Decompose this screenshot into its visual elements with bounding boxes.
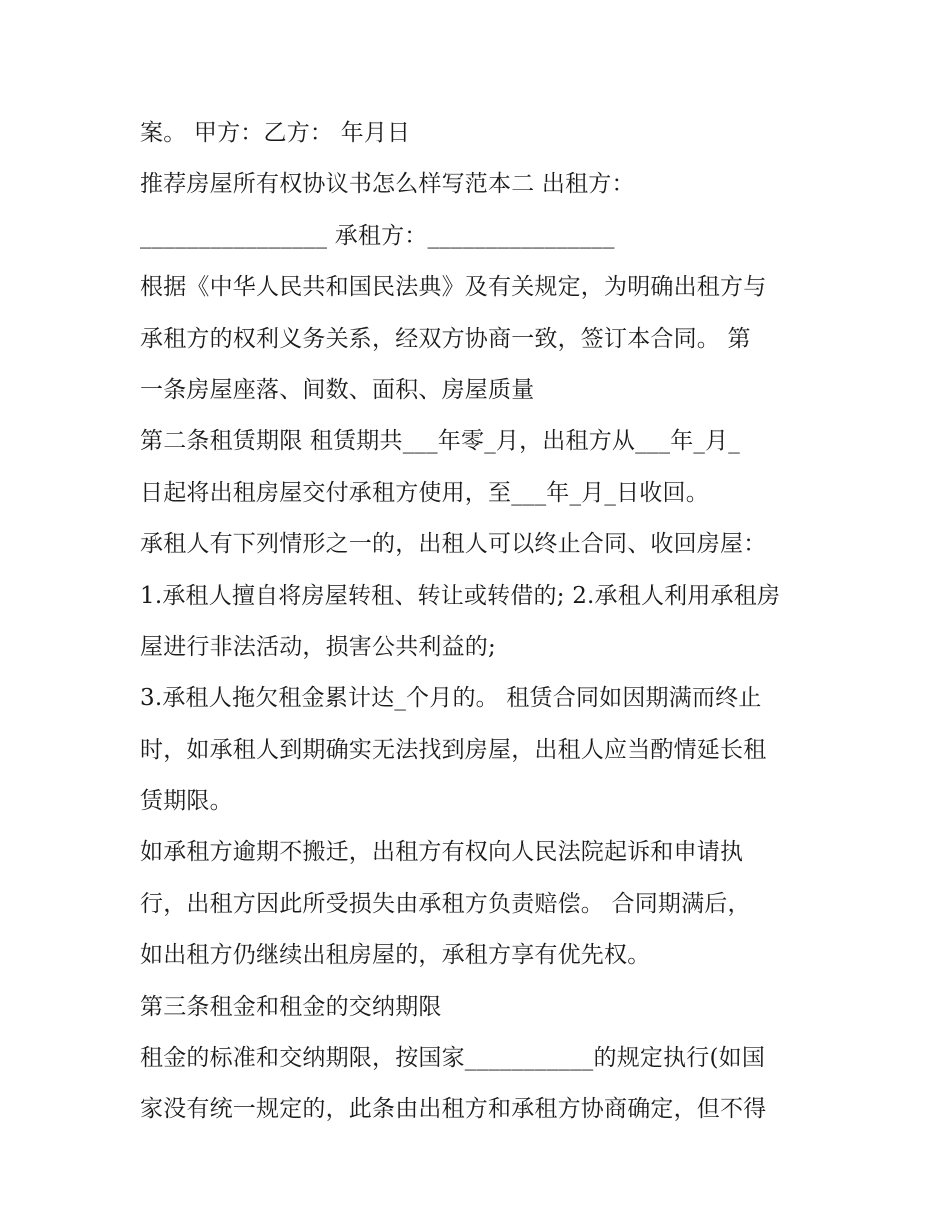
text-line: 租金的标准和交纳期限，按国家___________的规定执行(如国 — [140, 1045, 766, 1072]
text-line: 案。 甲方：乙方： 年月日 — [140, 120, 411, 146]
text-line: 行，出租方因此所受损失由承租方负责赔偿。 合同期满后， — [140, 890, 751, 917]
text-line: 赁期限。 — [140, 788, 233, 815]
text-line: ________________ 承租方：________________ — [140, 222, 615, 249]
text-line: 屋进行非法活动，损害公共利益的; — [140, 633, 496, 660]
text-line: 如承租方逾期不搬迁，出租方有权向人民法院起诉和申请执 — [140, 839, 744, 866]
text-line: 承租人有下列情形之一的，出租人可以终止合同、收回房屋： — [140, 531, 767, 558]
text-line: 第三条租金和租金的交纳期限 — [140, 993, 442, 1020]
text-line: 推荐房屋所有权协议书怎么样写范本二 出租方： — [140, 171, 635, 198]
text-line: 家没有统一规定的，此条由出租方和承租方协商确定，但不得 — [140, 1096, 767, 1123]
text-line: 时，如承租人到期确实无法找到房屋，出租人应当酌情延长租 — [140, 736, 767, 763]
text-line: 如出租方仍继续出租房屋的，承租方享有优先权。 — [140, 942, 651, 969]
text-line: 3.承租人拖欠租金累计达_个月的。 租赁合同如因期满而终止 — [140, 685, 762, 712]
text-line: 根据《中华人民共和国民法典》及有关规定，为明确出租方与 — [140, 274, 767, 301]
text-line: 1.承租人擅自将房屋转租、转让或转借的; 2.承租人利用承租房 — [140, 582, 781, 609]
text-line: 一条房屋座落、间数、面积、房屋质量 — [140, 376, 535, 403]
text-line: 第二条租赁期限 租赁期共___年零_月，出租方从___年_月_ — [140, 428, 741, 455]
text-line: 日起将出租房屋交付承租方使用，至___年_月_日收回。 — [140, 479, 709, 506]
text-line: 承租方的权利义务关系，经双方协商一致，签订本合同。 第 — [140, 325, 751, 352]
document-body — [140, 108, 820, 1136]
